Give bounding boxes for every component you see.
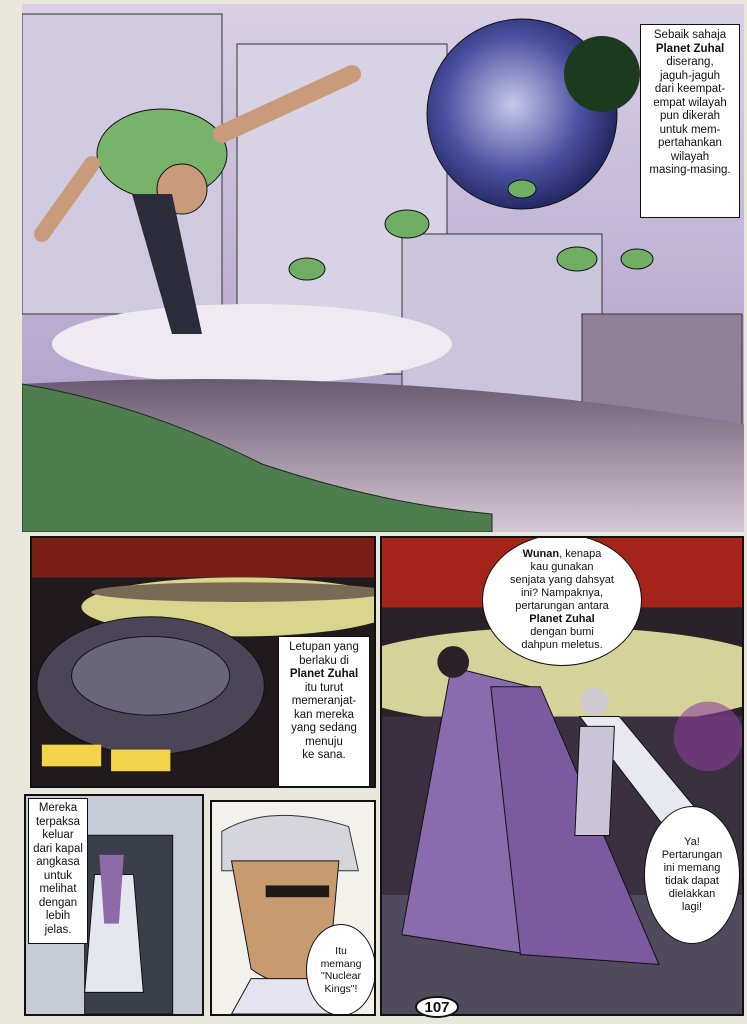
bubble-line: ini? Nampaknya, [521, 587, 603, 599]
bubble-line: Kings"! [324, 982, 358, 995]
caption-line: Sebaik sahaja [653, 29, 727, 41]
bubble-line: Itu [335, 945, 347, 957]
caption-line: memeranjat- [291, 695, 357, 707]
caption-line: Letupan yang [289, 641, 359, 653]
caption-line: keluar [42, 829, 74, 841]
caption-line: menuju [305, 735, 343, 748]
caption-line-bold: Planet Zuhal [655, 42, 725, 55]
caption-line: ke sana. [302, 749, 346, 761]
caption-line: masing-masing. [649, 164, 731, 176]
bubble-line: dengan bumi [530, 626, 594, 638]
bubble-line: ini memang [663, 862, 721, 874]
bubble-line: kau gunakan [530, 561, 594, 573]
panel-heroes-flying [22, 4, 744, 532]
caption-line: untuk [43, 869, 73, 882]
bubble-name-bold: Wunan [522, 548, 560, 560]
caption-line: lebih [45, 910, 71, 922]
caption-line: jaguh-jaguh [659, 69, 721, 82]
caption-line: Mereka [38, 802, 78, 814]
speech-bubble-wunan-question [482, 536, 642, 666]
caption-line: dengan [38, 896, 78, 909]
caption-line: pun dikerah [659, 110, 721, 122]
bubble-line: lagi! [681, 901, 703, 913]
panel-1-artwork [22, 4, 744, 532]
bubble-line: pertarungan antara [515, 600, 609, 612]
bubble-line: tidak dapat [665, 875, 719, 887]
bubble-line: "Nuclear [321, 970, 361, 982]
caption-line: terpaksa [35, 815, 81, 828]
page-number: 107 [415, 996, 459, 1018]
caption-line: wilayah [670, 150, 710, 163]
bubble-line-bold: Planet Zuhal [529, 613, 595, 625]
caption-line: pertahankan [658, 137, 722, 149]
speech-bubble-nuclear-kings [306, 924, 376, 1016]
panel-face-closeup [210, 800, 376, 1016]
caption-line: empat wilayah [653, 96, 727, 109]
panel-spaceship [30, 536, 376, 788]
caption-line: itu turut [304, 681, 344, 694]
caption-line: jelas. [44, 923, 72, 936]
narration-caption-explosion [278, 636, 370, 788]
bubble-line: senjata yang dahsyat [510, 574, 614, 586]
caption-line: yang sedang [291, 722, 357, 734]
panel-hatch-exit [24, 794, 204, 1016]
caption-line: angkasa [36, 856, 80, 868]
caption-line: diserang, [666, 56, 714, 68]
bubble-line: memang [320, 957, 362, 970]
bubble-line: dielakkan [668, 888, 716, 900]
bubble-line: Pertarungan [661, 849, 723, 861]
speech-bubble-inevitable [644, 806, 740, 944]
narration-caption-zuhal-attack [640, 24, 740, 218]
bubble-line: dahpun meletus. [521, 639, 603, 651]
narration-caption-exit-ship [28, 798, 88, 944]
caption-line: dari keempat- [654, 83, 726, 95]
bubble-line-rest: , kenapa [559, 548, 602, 560]
bubble-line [523, 548, 602, 561]
panel-caped-figures [380, 536, 744, 1016]
caption-line: dari kapal [33, 842, 83, 855]
caption-line: untuk mem- [659, 123, 721, 136]
bubble-line: Ya! [684, 836, 700, 848]
caption-line: berlaku di [299, 654, 349, 667]
caption-line: kan mereka [293, 708, 355, 721]
caption-line: melihat [39, 883, 77, 895]
caption-line-bold: Planet Zuhal [289, 668, 359, 680]
